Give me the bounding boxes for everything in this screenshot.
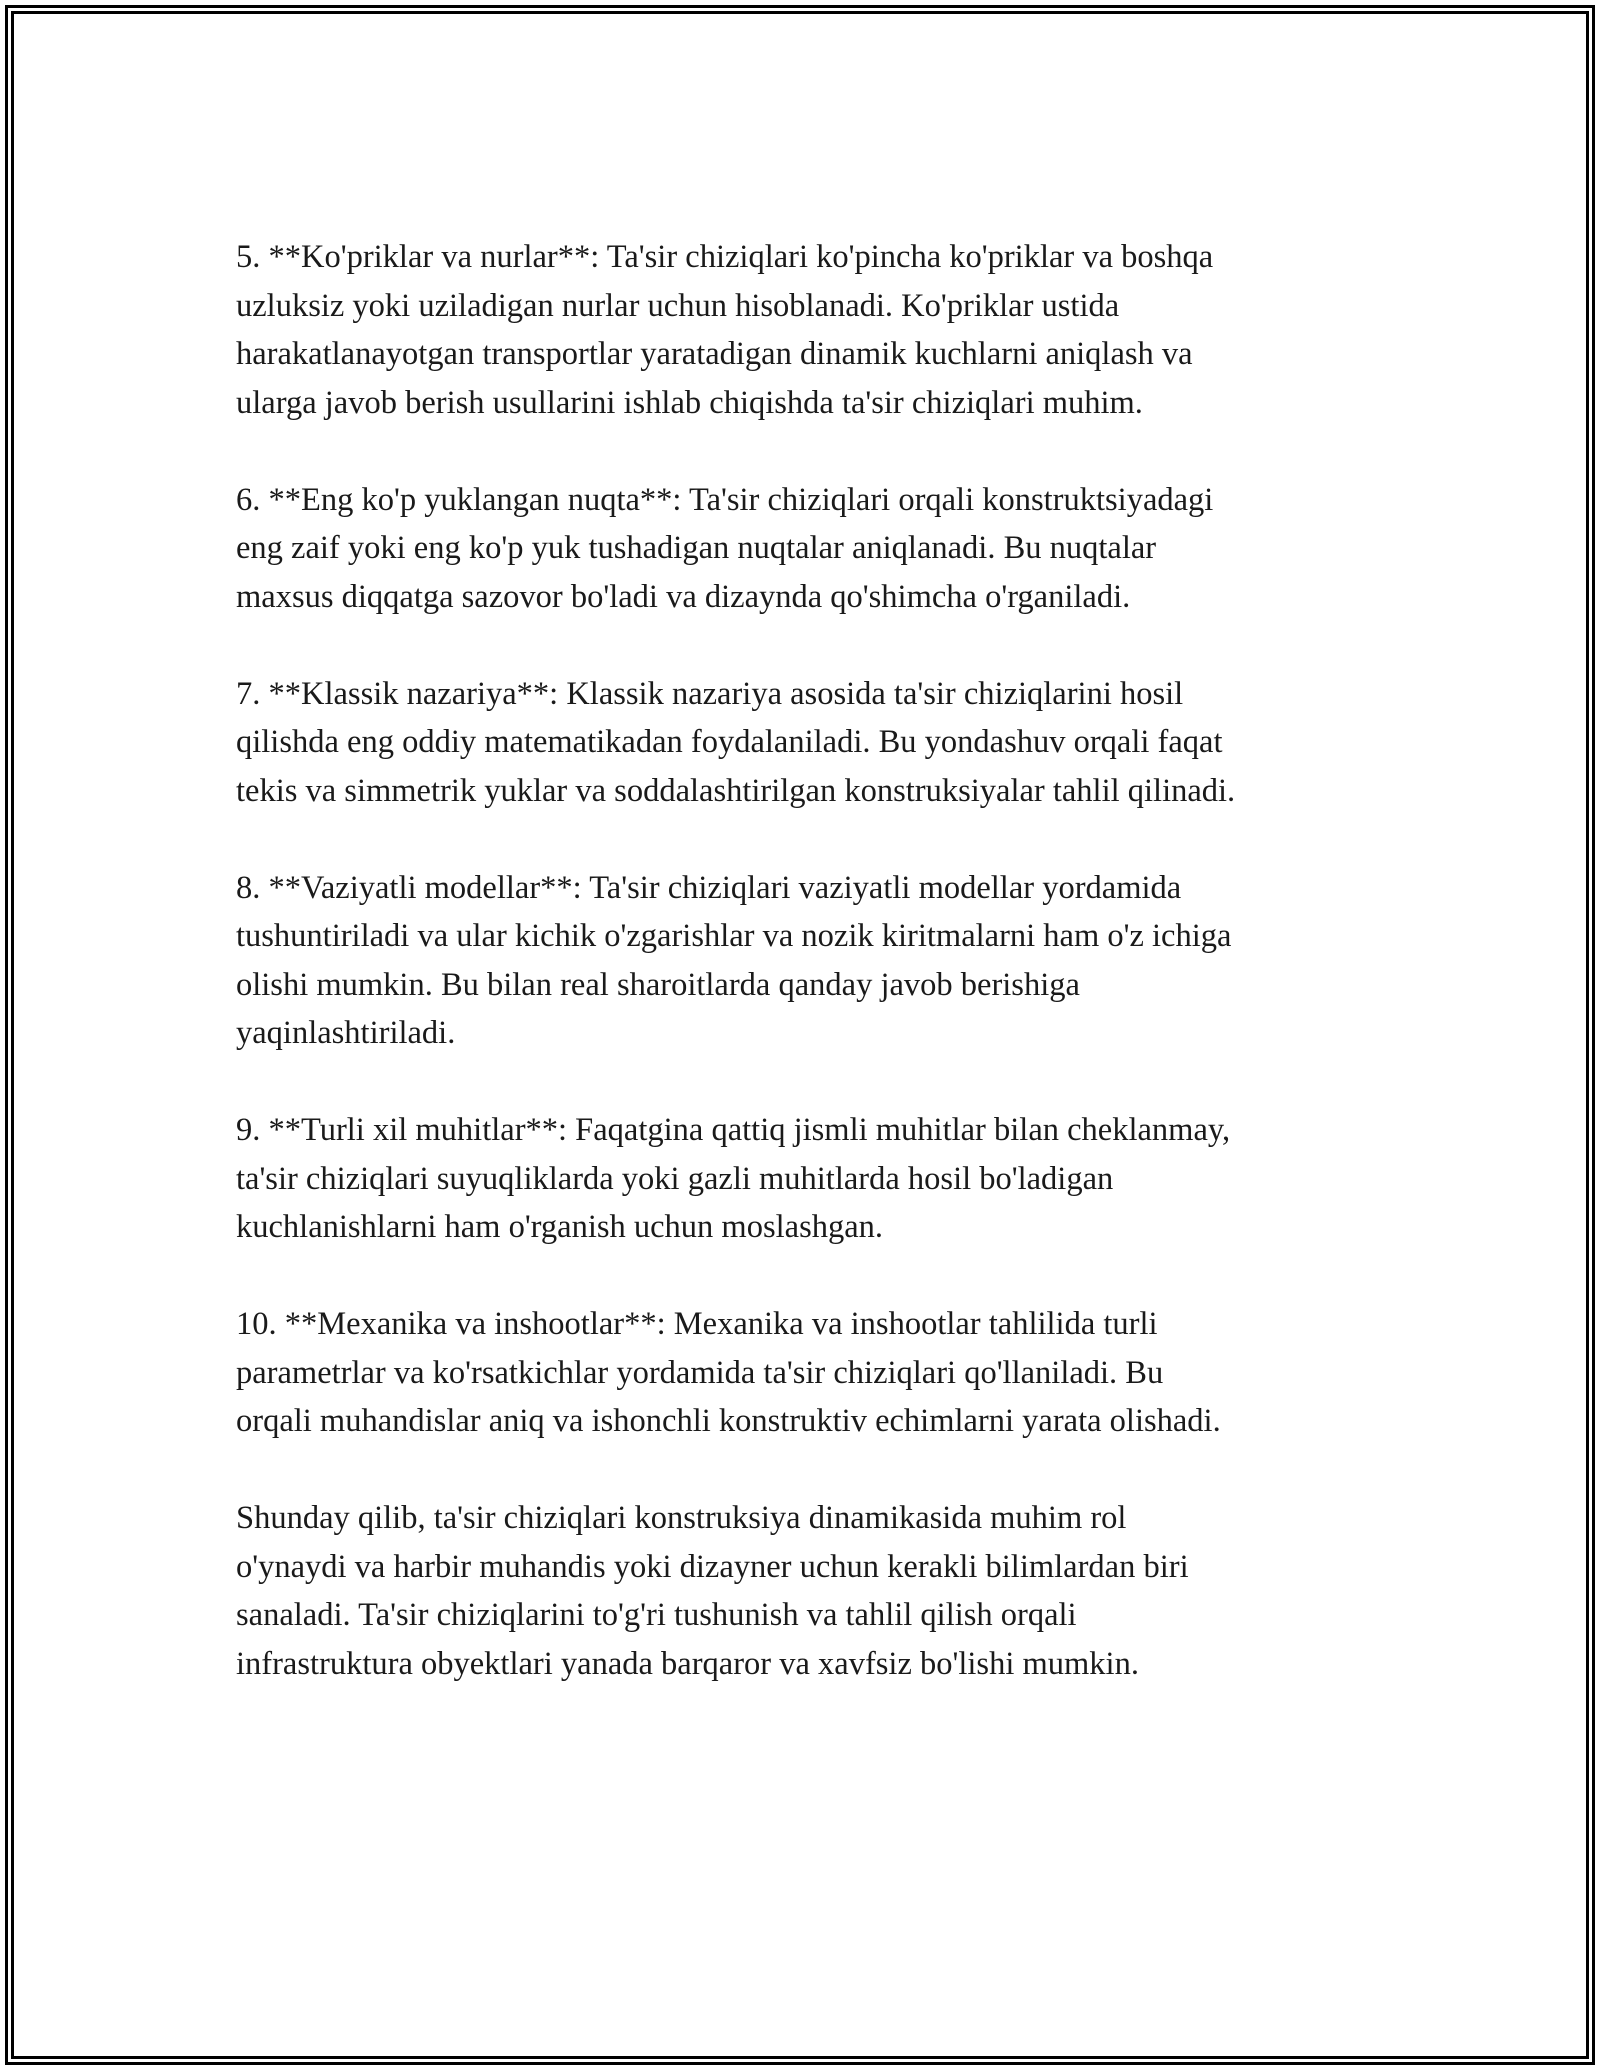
- document-body: [236, 233, 1406, 1688]
- paragraph-item-10: 10. **Mexanika va inshootlar**: Mexanika va inshootlar tahlilida turli parametrlar va ko'rsatkichlar yordamida ta'sir chiziqlari qo'llaniladi. Bu orqali muhandislar aniq va ishonchli konstruktiv echimlarni yarata olishadi.: [236, 1306, 1221, 1439]
- paragraph-item-9: 9. **Turli xil muhitlar**: Faqatgina qattiq jismli muhitlar bilan cheklanmay, ta'sir chiziqlari suyuqliklarda yoki gazli muhitlarda hosil bo'ladigan kuchlanishlarni ham o'rganish uchun moslashgan.: [236, 1112, 1231, 1245]
- paragraph-item-6: 6. **Eng ko'p yuklangan nuqta**: Ta'sir chiziqlari orqali konstruktsiyadagi eng zaif yoki eng ko'p yuk tushadigan nuqtalar aniqlanadi. Bu nuqtalar maxsus diqqatga sazovor bo'ladi va dizaynda qo'shimcha o'rganiladi.: [236, 481, 1214, 615]
- paragraph-item-8: 8. **Vaziyatli modellar**: Ta'sir chiziqlari vaziyatli modellar yordamida tushuntiriladi va ular kichik o'zgarishlar va nozik kiritmalarni ham o'z ichiga olishi mumkin. Bu bilan real sharoitlarda qanday javob berishiga yaqinlashtiriladi.: [236, 869, 1232, 1051]
- paragraph-item-5: 5. **Ko'priklar va nurlar**: Ta'sir chiziqlari ko'pincha ko'priklar va boshqa uzluksiz yoki uziladigan nurlar uchun hisoblanadi. Ko'priklar ustida harakatlanayotgan transportlar yaratadigan dinamik kuchlarni aniqlash va ularga javob berish usullarini ishlab chiqishda ta'sir chiziqlari muhim.: [236, 239, 1214, 421]
- paragraph-item-7: 7. **Klassik nazariya**: Klassik nazariya asosida ta'sir chiziqlarini hosil qilishda eng oddiy matematikadan foydalaniladi. Bu yondashuv orqali faqat tekis va simmetrik yuklar va soddalashtirilgan konstruksiyalar tahlil qilinadi.: [236, 675, 1236, 809]
- paragraph-conclusion: Shunday qilib, ta'sir chiziqlari konstruksiya dinamikasida muhim rol o'ynaydi va harbir muhandis yoki dizayner uchun kerakli bilimlardan biri sanaladi. Ta'sir chiziqlarini to'g'ri tushunish va tahlil qilish orqali infrastruktura obyektlari yanada barqaror va xavfsiz bo'lishi mumkin.: [236, 1500, 1189, 1682]
